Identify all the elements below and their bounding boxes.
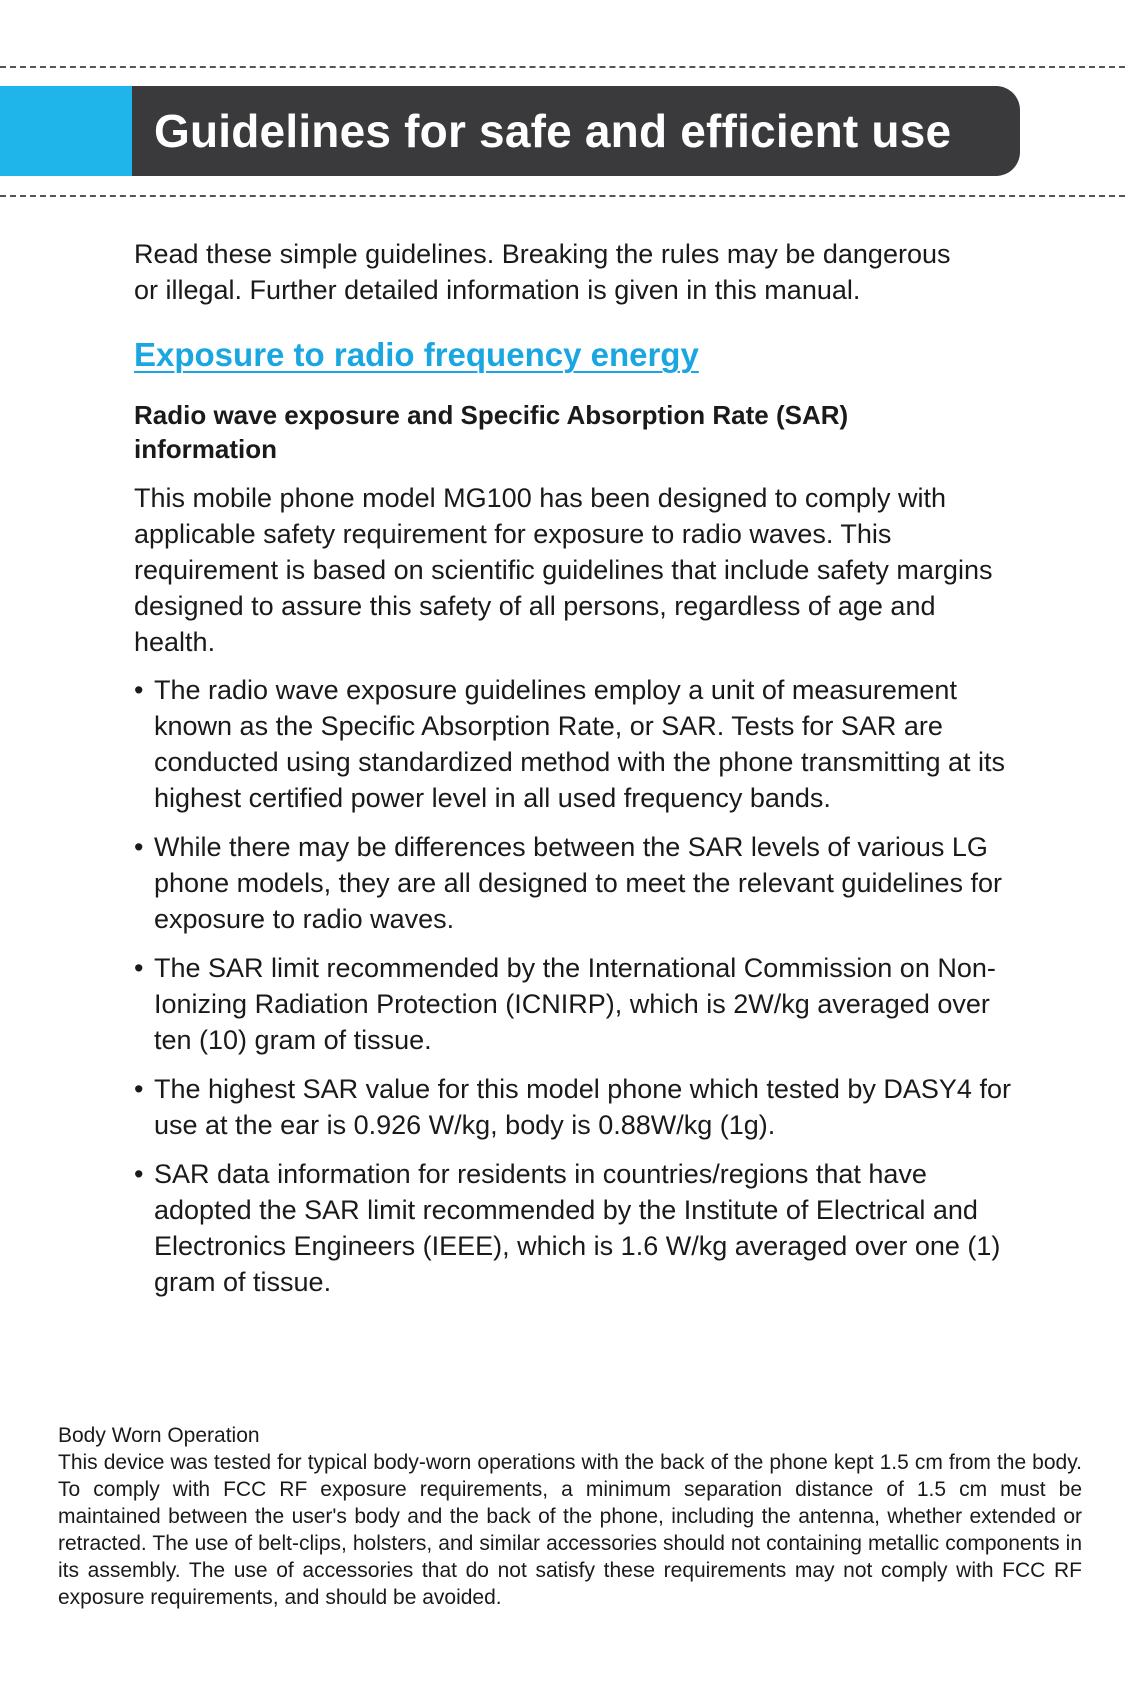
section-title: Exposure to radio frequency energy bbox=[134, 336, 699, 373]
list-item bbox=[134, 829, 1014, 937]
bottom-dashed-divider bbox=[0, 195, 1125, 197]
list-item bbox=[134, 1071, 1014, 1143]
list-item-text: SAR data information for residents in countries/regions that have adopted the SAR limit recommended by the Institute of Electrical and Electronics Engineers (IEEE), which is 1.6 W/kg averaged over one (1) gram of tissue. bbox=[154, 1159, 1001, 1297]
bullet-icon: • bbox=[134, 953, 144, 983]
bullet-icon: • bbox=[134, 1074, 144, 1104]
body-worn-text: This device was tested for typical body-worn operations with the back of the phone kept 1.5 cm from the body. To comply with FCC RF exposure requirements, a minimum separation distance of 1.5 cm must be maintained between the user's body and the back of the phone, including the antenna, whether extended or retracted. The use of belt-clips, holsters, and similar accessories should not containing metallic components in its assembly. The use of accessories that do not satisfy these requirements may not comply with FCC RF exposure requirements, and should be avoided. bbox=[58, 1451, 1082, 1609]
list-item bbox=[134, 672, 1014, 816]
bullet-icon: • bbox=[134, 832, 144, 862]
list-item bbox=[134, 1156, 1014, 1300]
header-accent-block bbox=[0, 86, 132, 176]
header-title-bar bbox=[132, 86, 1020, 176]
body-worn-section bbox=[58, 1422, 1082, 1611]
list-item bbox=[134, 950, 1014, 1058]
bullet-icon: • bbox=[134, 1159, 144, 1189]
top-dashed-divider bbox=[0, 66, 1125, 68]
list-item-text: The highest SAR value for this model phone which tested by DASY4 for use at the ear is 0.926 W/kg, body is 0.88W/kg (1g). bbox=[154, 1074, 1011, 1140]
sar-bullet-list bbox=[134, 672, 1014, 1300]
page-title: Guidelines for safe and efficient use bbox=[154, 105, 952, 157]
intro-paragraph: Read these simple guidelines. Breaking the rules may be dangerous or illegal. Further detailed information is given in this manual. bbox=[134, 239, 951, 305]
section-subheading: Radio wave exposure and Specific Absorption Rate (SAR) information bbox=[134, 400, 849, 464]
main-content bbox=[134, 236, 1014, 1313]
list-item-text: The radio wave exposure guidelines employ a unit of measurement known as the Specific Absorption Rate, or SAR. Tests for SAR are conducted using standardized method with the phone transmitting at its highest certified power level in all used frequency bands. bbox=[154, 675, 1006, 813]
body-worn-heading: Body Worn Operation bbox=[58, 1424, 260, 1447]
section-paragraph: This mobile phone model MG100 has been designed to comply with applicable safety requirement for exposure to radio waves. This requirement is based on scientific guidelines that include safety margins designed to assure this safety of all persons, regardless of age and health. bbox=[134, 483, 993, 657]
page-header bbox=[0, 86, 1020, 176]
list-item-text: While there may be differences between the SAR levels of various LG phone models, they are all designed to meet the relevant guidelines for exposure to radio waves. bbox=[154, 832, 1003, 934]
list-item-text: The SAR limit recommended by the International Commission on Non-Ionizing Radiation Protection (ICNIRP), which is 2W/kg averaged over ten (10) gram of tissue. bbox=[154, 953, 996, 1055]
bullet-icon: • bbox=[134, 675, 144, 705]
